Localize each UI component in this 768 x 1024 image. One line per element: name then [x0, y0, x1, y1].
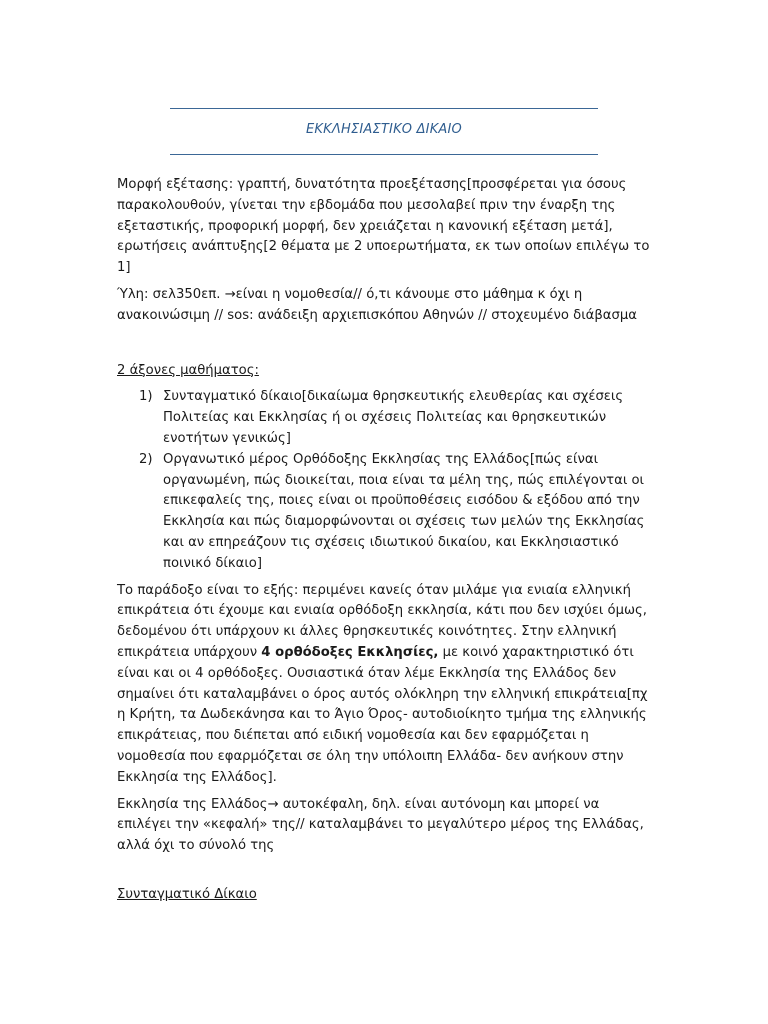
title-bottom-rule: [170, 154, 598, 155]
paradox-text-start: Το παράδοξο είναι το εξής: περιμένει κανείς όταν μιλάμε για ενιαία ελληνική επικράτεια ότι έχουμε και ενιαία ορθόδοξη εκκλησία, κάτι που δεν ισχύει όμως, δεδομένου ότι υπάρχουν κι άλλες θρησκευτικές κοινότητες. Στην ελληνική επικράτεια υπάρχουν: [117, 582, 647, 660]
axes-heading: 2 άξονες μαθήματος:: [117, 362, 259, 378]
list-item: [117, 387, 657, 449]
list-item-text: Οργανωτικό μέρος Ορθόδοξης Εκκλησίας της Ελλάδος[πώς είναι οργανωμένη, πώς διοικείται, ποια είναι τα μέλη της, πώς επιλέγονται οι επικεφαλείς της, ποιες είναι οι προϋποθέσεις εισόδου & εξόδου από την Εκκλησία και πώς διαμορφώνονται οι σχέσεις των μελών της Εκκλησίας και αν επηρεάζουν τις σχέσεις ιδιωτικού δικαίου, και Εκκλησιαστικό ποινικό δίκαιο]: [163, 451, 645, 571]
paradox-text-end: με κοινό χαρακτηριστικό ότι είναι και οι 4 ορθόδοξες. Ουσιαστικά όταν λέμε Εκκλησία της Ελλάδος δεν σημαίνει ότι καταλαμβάνει ο όρος αυτός ολόκληρη την ελληνική επικράτεια[πχ η Κρήτη, τα Δωδεκάνησα και το Άγιο Όρος- αυτοδιοίκητο τμήμα της ελληνικής επικράτειας, που διέπεται από ειδική νομοθεσία και δεν εφαρμόζεται η νομοθεσία που εφαρμόζεται σε όλη την υπόλοιπη Ελλάδα- δεν ανήκουν στην Εκκλησία της Ελλάδος].: [117, 644, 648, 785]
document-title: ΕΚΚΛΗΣΙΑΣΤΙΚΟ ΔΙΚΑΙΟ: [306, 122, 462, 137]
exam-format-paragraph: Μορφή εξέτασης: γραπτή, δυνατότητα προεξέτασης[προσφέρεται για όσους παρακολουθούν, γίνεται την εβδομάδα που μεσολαβεί πριν την έναρξη της εξεταστικής, προφορική μορφή, δεν χρειάζεται η κανονική εξέταση μετά], ερωτήσεις ανάπτυξης[2 θέματα με 2 υποερωτήματα, εκ των οποίων επιλέγω το 1]: [117, 177, 650, 276]
material-text-start: Ύλη: σελ350επ.: [117, 286, 225, 302]
church-paragraph: [117, 795, 657, 857]
list-item-text: Συνταγματικό δίκαιο[δικαίωμα θρησκευτικής ελευθερίας και σχέσεις Πολιτείας και Εκκλησίας ή οι σχέσεις Πολιτείας και θρησκευτικών ενοτήτων γενικώς]: [163, 389, 624, 446]
arrow-icon: →: [224, 286, 236, 302]
axes-list: [117, 387, 657, 574]
list-item-number: 2): [139, 451, 153, 467]
paradox-paragraph: [117, 581, 657, 789]
title-top-rule: [170, 108, 598, 109]
arrow-icon: →: [267, 796, 279, 812]
material-text-end: είναι η νομοθεσία// ό,τι κάνουμε στο μάθημα κ όχι η ανακοινώσιμη // sos: ανάδειξη αρχιεπισκόπου Αθηνών // στοχευμένο διάβασμα: [117, 286, 637, 323]
document-body: [117, 175, 657, 912]
material-paragraph: [117, 285, 657, 327]
church-text-start: Εκκλησία της Ελλάδος: [117, 796, 268, 812]
list-item: [117, 450, 657, 575]
paradox-bold-phrase: 4 ορθόδοξες Εκκλησίες,: [261, 644, 439, 660]
church-text-end: αυτοκέφαλη, δηλ. είναι αυτόνομη και μπορεί να επιλέγει την «κεφαλή» της// καταλαμβάνει το μεγαλύτερο μέρος της Ελλάδας, αλλά όχι το σύνολό της: [117, 796, 644, 854]
list-item-number: 1): [139, 389, 153, 405]
section-heading: Συνταγματικό Δίκαιο: [117, 886, 257, 902]
